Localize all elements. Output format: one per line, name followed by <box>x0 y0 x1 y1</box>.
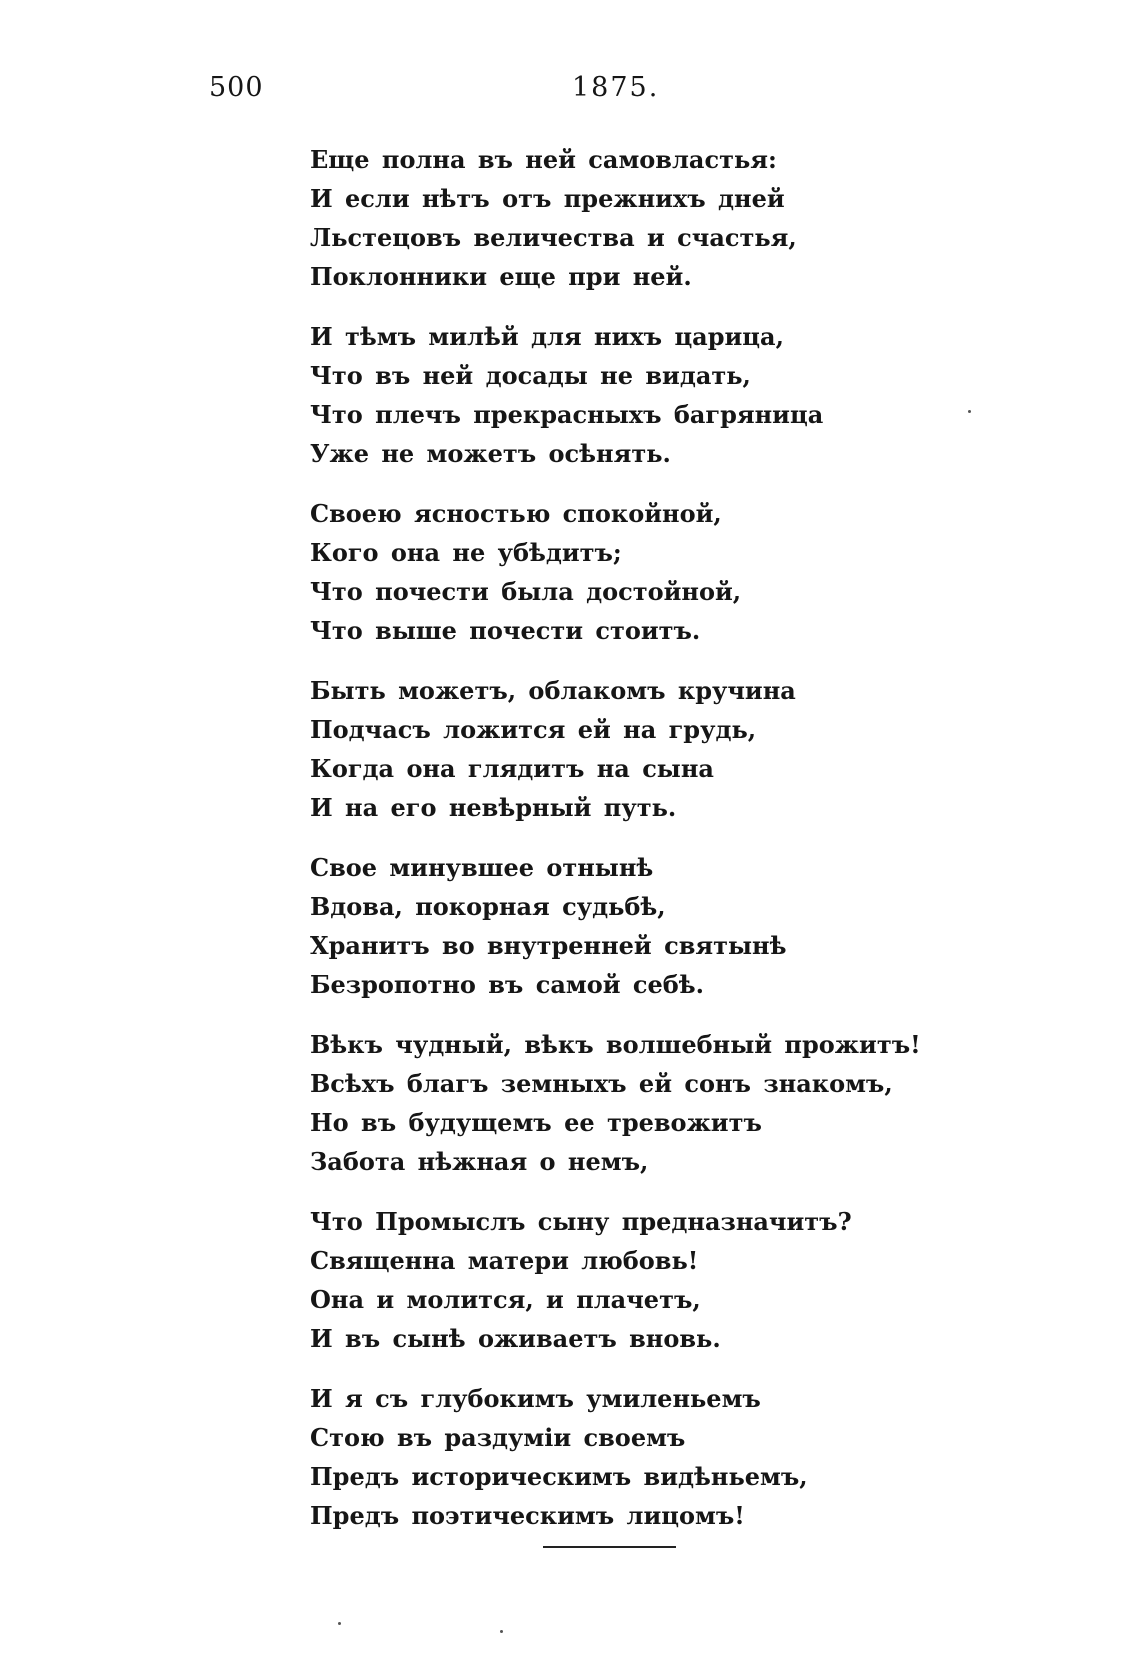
poem-line: Стою въ раздуміи своемъ <box>310 1423 686 1452</box>
stanza-1 <box>310 140 950 296</box>
poem-line: Когда она глядитъ на сына <box>310 754 714 783</box>
stanza-5 <box>310 848 950 1004</box>
poem-line: Забота нѣжная о немъ, <box>310 1147 649 1176</box>
poem-line: Свое минувшее отнынѣ <box>310 853 654 882</box>
poem-line: Предъ историческимъ видѣньемъ, <box>310 1462 808 1491</box>
poem-line: Вѣкъ чудный, вѣкъ волшебный прожитъ! <box>310 1030 921 1059</box>
poem-line: Всѣхъ благъ земныхъ ей сонъ знакомъ, <box>310 1069 893 1098</box>
stanza-4 <box>310 671 950 827</box>
stanza-8 <box>310 1379 950 1535</box>
poem-line: Что почести была достойной, <box>310 577 742 606</box>
poem-line: Она и молится, и плачетъ, <box>310 1285 701 1314</box>
scan-speck <box>968 410 971 413</box>
poem-line: И тѣмъ милѣй для нихъ царица, <box>310 322 784 351</box>
poem-line: И на его невѣрный путь. <box>310 793 677 822</box>
poem <box>310 140 950 1556</box>
poem-line: Еще полна въ ней самовластья: <box>310 145 777 174</box>
poem-line: И въ сынѣ оживаетъ вновь. <box>310 1324 721 1353</box>
end-rule <box>543 1546 676 1548</box>
stanza-7 <box>310 1202 950 1358</box>
poem-line: Но въ будущемъ ее тревожитъ <box>310 1108 762 1137</box>
poem-line: Быть можетъ, облакомъ кручина <box>310 676 796 705</box>
scan-speck <box>500 1630 503 1633</box>
year-header: 1875. <box>572 72 660 103</box>
stanza-6 <box>310 1025 950 1181</box>
poem-line: Своею ясностью спокойной, <box>310 499 722 528</box>
poem-line: Льстецовъ величества и счастья, <box>310 223 797 252</box>
poem-line: Уже не можетъ осѣнять. <box>310 439 671 468</box>
poem-line: Предъ поэтическимъ лицомъ! <box>310 1501 745 1530</box>
poem-line: Что плечъ прекрасныхъ багряница <box>310 400 824 429</box>
poem-line: Кого она не убѣдитъ; <box>310 538 622 567</box>
poem-line: Поклонники еще при ней. <box>310 262 692 291</box>
poem-line: Вдова, покорная судьбѣ, <box>310 892 666 921</box>
scan-speck <box>338 1622 341 1625</box>
poem-line: И если нѣтъ отъ прежнихъ дней <box>310 184 785 213</box>
poem-line: И я съ глубокимъ умиленьемъ <box>310 1384 761 1413</box>
poem-line: Подчасъ ложится ей на грудь, <box>310 715 757 744</box>
stanza-2 <box>310 317 950 473</box>
poem-line: Хранитъ во внутренней святынѣ <box>310 931 787 960</box>
poem-line: Священна матери любовь! <box>310 1246 699 1275</box>
poem-line: Что Промыслъ сыну предназначитъ? <box>310 1207 852 1236</box>
poem-line: Что выше почести стоитъ. <box>310 616 701 645</box>
poem-line: Безропотно въ самой себѣ. <box>310 970 704 999</box>
stanza-3 <box>310 494 950 650</box>
poem-line: Что въ ней досады не видать, <box>310 361 751 390</box>
page-number: 500 <box>209 72 264 103</box>
